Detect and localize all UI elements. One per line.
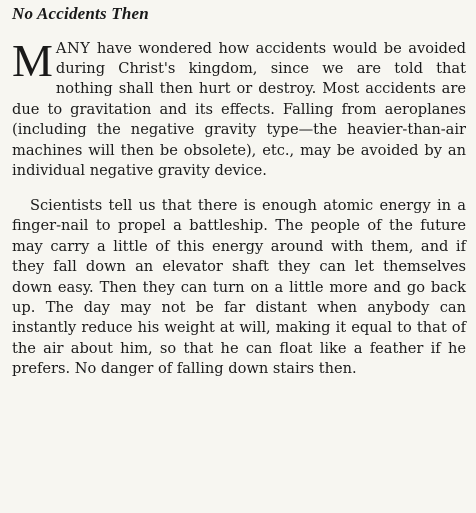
paragraph-1-text: have wondered how accidents would be avoided during Christ's kingdom, since we are told that nothing shall then hurt or destroy. Most accidents are due to gravitation and its effects. Falling from aeroplanes (including the negative gravity type—the heavier-than-air machines will then be obsolete), etc., may be avoided by an individual negative gravity device. (12, 39, 466, 180)
paragraph-2-text: Scientists tell us that there is enough atomic energy in a finger-nail to propel a battleship. The people of the future may carry a little of this energy around with them, and if they fall down an elevator shaft they can let themselves down easy. Then they can turn on a little more and go back up. The day may not be far distant when anybody can instantly reduce his weight at will, making it equal to that of the air about him, so that he can float like a feather if he prefers. No danger of falling down stairs then. (12, 197, 466, 378)
paragraph-1 (12, 34, 466, 182)
lead-caps: ANY (55, 39, 91, 57)
paragraph-2 (12, 196, 466, 380)
drop-cap: M (12, 34, 53, 86)
article-title: No Accidents Then (12, 4, 149, 23)
article-body (12, 34, 466, 380)
